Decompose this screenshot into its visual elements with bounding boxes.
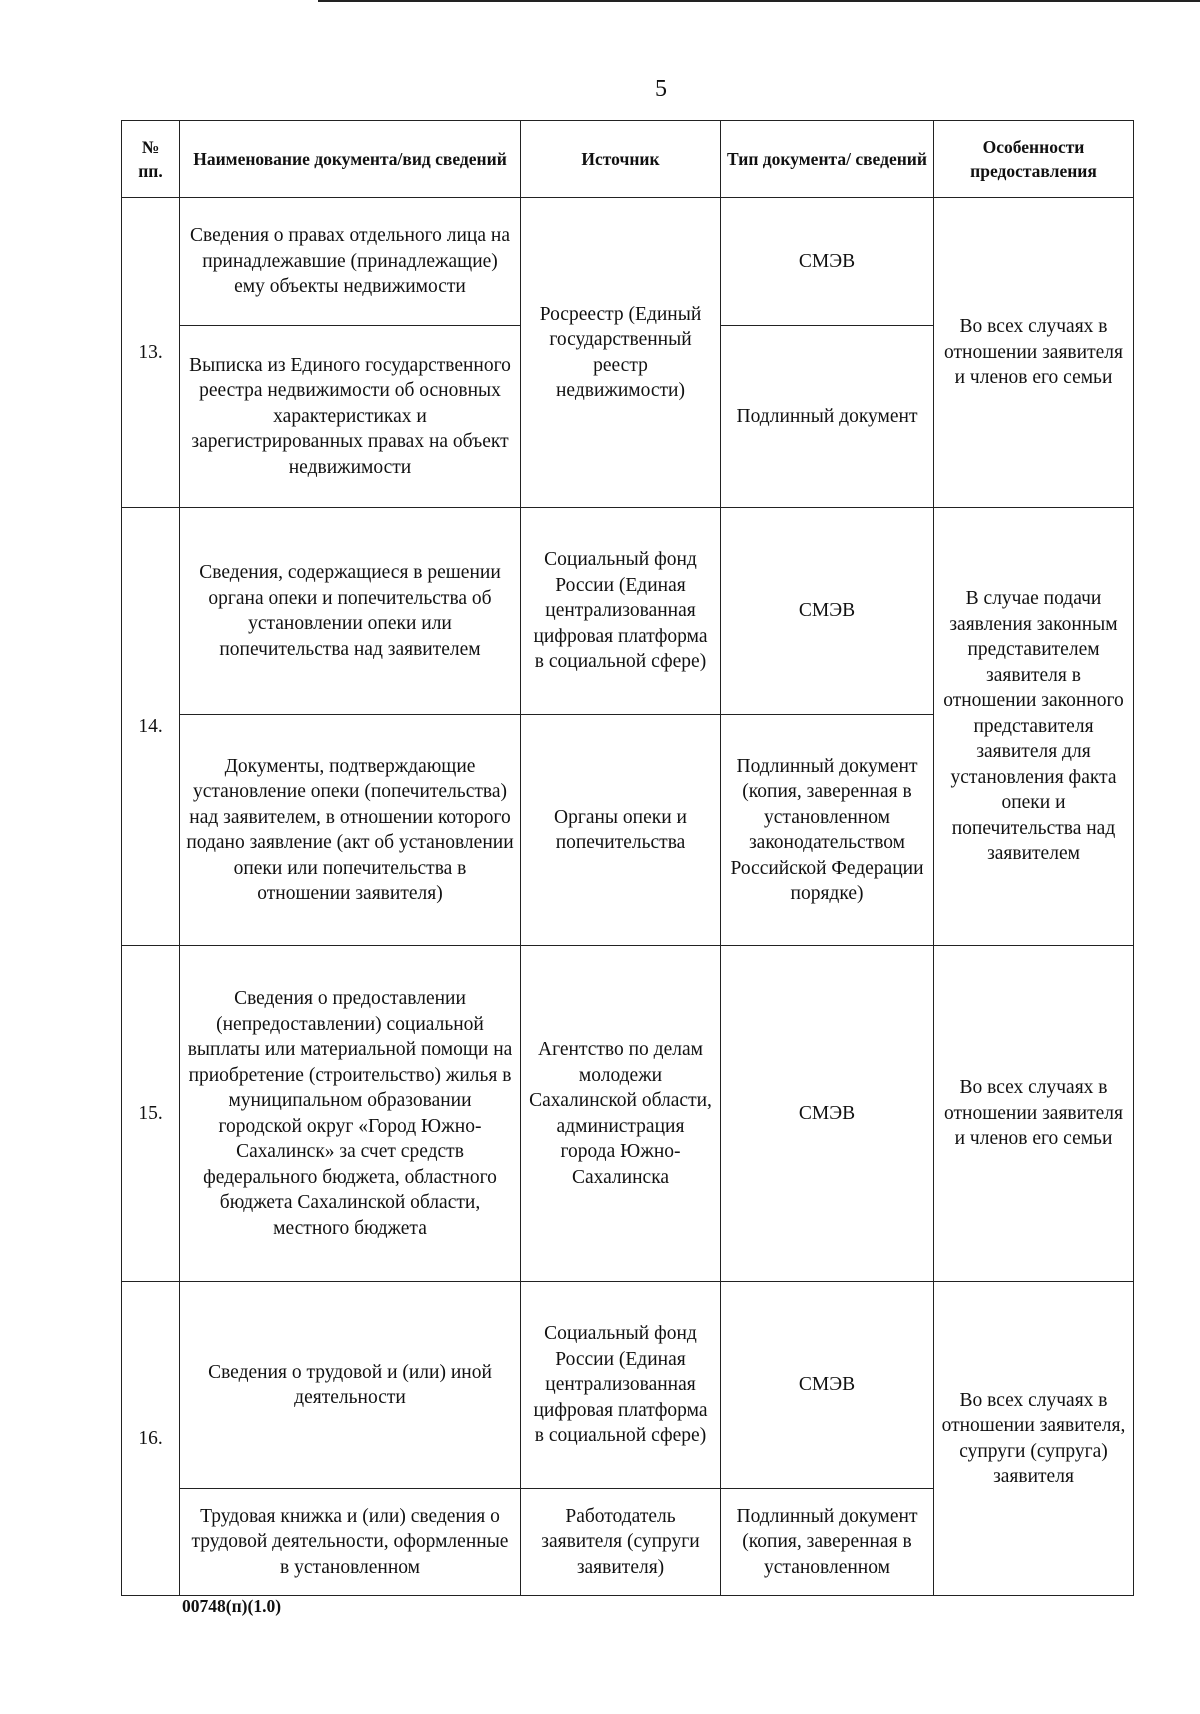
document-type: СМЭВ (721, 198, 934, 326)
document-name: Сведения о предоставлении (непредоставлении) социальной выплаты или материальной помощи на приобретение (строительство) жилья в муниципальном образовании городской округ «Город Южно-Сахалинск» за счет средств федерального бюджета, областного бюджета Сахалинской области, местного бюджета (180, 946, 521, 1282)
document-type: СМЭВ (721, 508, 934, 715)
header-source: Источник (521, 121, 721, 198)
header-num: № пп. (122, 121, 180, 198)
document-source: Агентство по делам молодежи Сахалинской области, администрация города Южно-Сахалинска (521, 946, 721, 1282)
row-number: 13. (122, 198, 180, 508)
document-type: СМЭВ (721, 946, 934, 1282)
table-row (122, 198, 1134, 326)
page-number: 5 (655, 76, 667, 102)
document-source: Социальный фонд России (Единая централизованная цифровая платформа в социальной сфере) (521, 1282, 721, 1489)
document-type: СМЭВ (721, 1282, 934, 1489)
document-type: Подлинный документ (копия, заверенная в установленном (721, 1489, 934, 1596)
row-number: 14. (122, 508, 180, 946)
documents-table (121, 120, 1134, 1596)
table-row (122, 508, 1134, 715)
document-source: Органы опеки и попечительства (521, 715, 721, 946)
document-source: Работодатель заявителя (супруги заявителя) (521, 1489, 721, 1596)
document-features: Во всех случаях в отношении заявителя и членов его семьи (934, 198, 1134, 508)
header-features: Особенности предоставления (934, 121, 1134, 198)
document-type: Подлинный документ (721, 326, 934, 508)
document-features: Во всех случаях в отношении заявителя и членов его семьи (934, 946, 1134, 1282)
document-name: Сведения о правах отдельного лица на принадлежавшие (принадлежащие) ему объекты недвижимости (180, 198, 521, 326)
document-features: Во всех случаях в отношении заявителя, супруги (супруга) заявителя (934, 1282, 1134, 1596)
header-name: Наименование документа/вид сведений (180, 121, 521, 198)
row-number: 16. (122, 1282, 180, 1596)
document-name: Выписка из Единого государственного реестра недвижимости об основных характеристиках и зарегистрированных правах на объект недвижимости (180, 326, 521, 508)
table-row (122, 1282, 1134, 1489)
table-row (122, 946, 1134, 1282)
top-rule (318, 0, 1200, 2)
document-source: Росреестр (Единый государственный реестр недвижимости) (521, 198, 721, 508)
document-source: Социальный фонд России (Единая централизованная цифровая платформа в социальной сфере) (521, 508, 721, 715)
document-name: Сведения о трудовой и (или) иной деятельности (180, 1282, 521, 1489)
document-name: Трудовая книжка и (или) сведения о трудовой деятельности, оформленные в установленном (180, 1489, 521, 1596)
document-name: Документы, подтверждающие установление опеки (попечительства) над заявителем, в отношении которого подано заявление (акт об установлении опеки или попечительства в отношении заявителя) (180, 715, 521, 946)
header-type: Тип документа/ сведений (721, 121, 934, 198)
document-name: Сведения, содержащиеся в решении органа опеки и попечительства об установлении опеки или попечительства над заявителем (180, 508, 521, 715)
document-features: В случае подачи заявления законным представителем заявителя в отношении законного представителя заявителя для установления факта опеки и попечительства над заявителем (934, 508, 1134, 946)
footer-document-code: 00748(п)(1.0) (182, 1596, 282, 1616)
row-number: 15. (122, 946, 180, 1282)
table-header-row (122, 121, 1134, 198)
document-type: Подлинный документ (копия, заверенная в установленном законодательством Российской Федерации порядке) (721, 715, 934, 946)
